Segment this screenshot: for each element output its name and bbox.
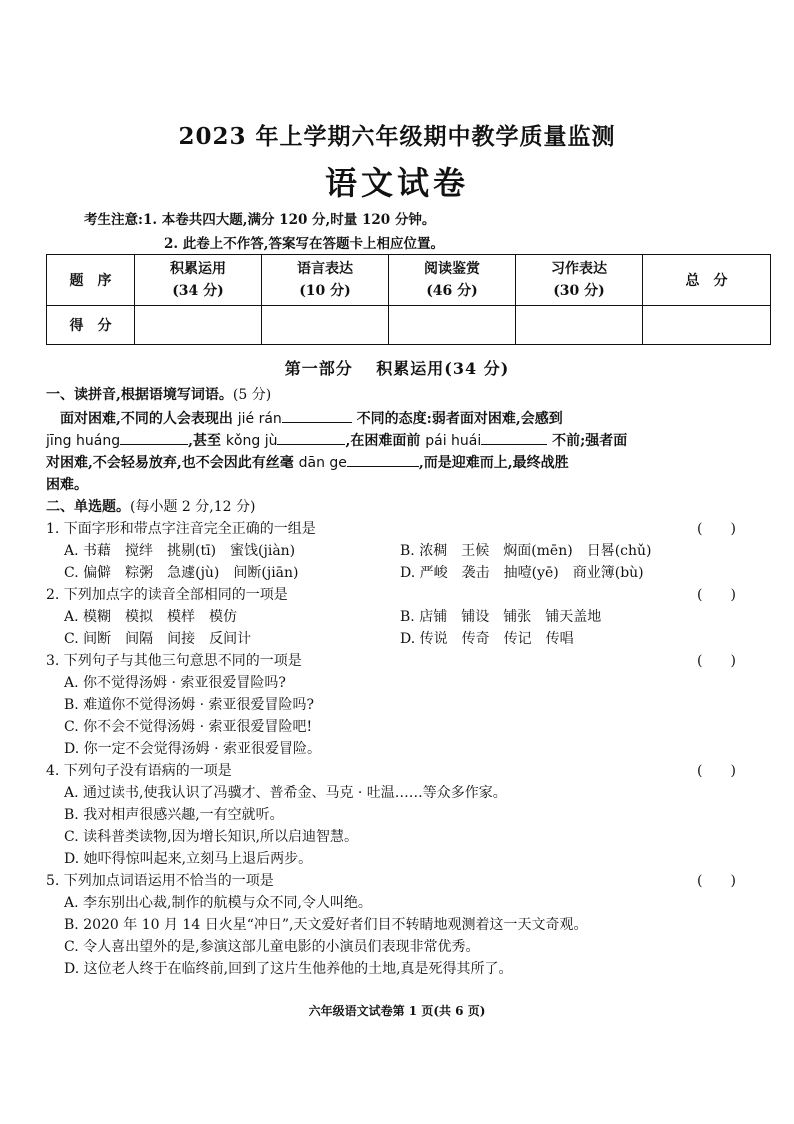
notice-line-2: 2. 此卷上不作答,答案写在答题卡上相应位置。: [164, 236, 444, 252]
answer-paren: ( ): [697, 521, 736, 537]
section2-heading-text: 二、单选题。: [46, 499, 130, 515]
passage-line-4: 困难。: [46, 477, 88, 493]
page-footer: 六年级语文试卷第 1 页(共 6 页): [308, 1004, 486, 1018]
question-3-option-d: D. 你一定不会觉得汤姆 · 索亚很爱冒险。: [64, 741, 321, 757]
question-1-stem: 1. 下面字形和带点字注音完全正确的一组是: [46, 521, 316, 537]
pinyin-prompt: kǒng jù: [225, 433, 278, 449]
col-name: 积累运用: [170, 261, 226, 277]
row-label-score: 得 分: [47, 306, 135, 345]
passage-text: 不前;强者面: [547, 433, 628, 449]
question-1-option-d: D. 严峻 袭击 抽噎(yē) 商业簿(bù): [400, 565, 644, 581]
passage-text: ,在困难面前: [345, 433, 426, 449]
score-table-score-row: [47, 306, 771, 345]
question-1-option-b: B. 浓稠 王候 焖面(mēn) 日晷(chǔ): [400, 543, 652, 559]
question-4-option-a: A. 通过读书,使我认识了冯骥才、普希金、马克 · 吐温……等众多作家。: [64, 785, 507, 801]
answer-blank: [277, 430, 345, 445]
score-cell: [135, 306, 262, 345]
pinyin-prompt: jīng huáng: [46, 433, 121, 449]
col-total: 总 分: [643, 255, 771, 306]
question-5-option-a: A. 李东别出心裁,制作的航模与众不同,令人叫绝。: [64, 895, 372, 911]
score-cell: [643, 306, 771, 345]
answer-paren: ( ): [697, 653, 736, 669]
question-2-option-b: B. 店铺 铺设 铺张 铺天盖地: [400, 609, 602, 625]
answer-blank: [481, 430, 547, 445]
passage-line-1: [60, 408, 772, 428]
col-name: 阅读鉴赏: [424, 261, 480, 277]
exam-title: 2023 年上学期六年级期中教学质量监测: [178, 123, 616, 150]
question-3-option-c: C. 你不会不觉得汤姆 · 索亚很爱冒险吧!: [64, 719, 313, 735]
question-4-option-c: C. 读科普类读物,因为增长知识,所以启迪智慧。: [64, 829, 359, 845]
col-name: 语言表达: [297, 261, 353, 277]
answer-paren: ( ): [697, 763, 736, 779]
score-table: [46, 254, 771, 345]
question-4-option-d: D. 她吓得惊叫起来,立刻马上退后两步。: [64, 851, 313, 867]
question-4-option-b: B. 我对相声很感兴趣,一有空就听。: [64, 807, 284, 823]
col-name: 习作表达: [551, 261, 607, 277]
answer-blank: [347, 452, 419, 467]
notice-line-1: 考生注意:1. 本卷共四大题,满分 120 分,时量 120 分钟。: [84, 212, 436, 228]
question-3-option-b: B. 难道你不觉得汤姆 · 索亚很爱冒险吗?: [64, 697, 315, 713]
answer-blank: [120, 430, 188, 445]
row-label-question: 题 序: [47, 255, 135, 306]
col-points: (30 分): [553, 283, 605, 299]
passage-text: ,甚至: [188, 433, 226, 449]
col-writing: [516, 255, 643, 306]
question-2-option-d: D. 传说 传奇 传记 传唱: [400, 631, 574, 647]
question-2-stem: 2. 下列加点字的读音全部相同的一项是: [46, 587, 288, 603]
col-accumulation: [135, 255, 262, 306]
col-reading: [389, 255, 516, 306]
col-points: (34 分): [172, 283, 224, 299]
question-1-option-a: A. 书藉 搅绊 挑剔(tī) 蜜饯(jiàn): [64, 543, 296, 559]
col-points: (46 分): [426, 283, 478, 299]
question-2-option-c: C. 间断 间隔 间接 反间计: [64, 631, 252, 647]
passage-line-3: [46, 452, 758, 472]
passage-line-2: [46, 430, 758, 450]
section2-score: (每小题 2 分,12 分): [130, 499, 256, 515]
answer-paren: ( ): [697, 587, 736, 603]
passage-text: ,而是迎难而上,最终战胜: [418, 455, 569, 471]
col-expression: [262, 255, 389, 306]
score-cell: [389, 306, 516, 345]
question-5-stem: 5. 下列加点词语运用不恰当的一项是: [46, 873, 274, 889]
section1-score: (5 分): [232, 387, 272, 403]
question-3-option-a: A. 你不觉得汤姆 · 索亚很爱冒险吗?: [64, 675, 286, 691]
answer-blank: [282, 408, 352, 423]
passage-text: 对困难,不会轻易放弃,也不会因此有丝毫: [46, 455, 299, 471]
passage-text: 不同的态度:弱者面对困难,会感到: [351, 411, 563, 427]
score-cell: [516, 306, 643, 345]
part1-title: 第一部分 积累运用(34 分): [284, 359, 510, 378]
score-cell: [262, 306, 389, 345]
section1-heading: [46, 384, 271, 404]
col-points: (10 分): [299, 283, 351, 299]
score-table-header-row: [47, 255, 771, 306]
question-5-option-c: C. 令人喜出望外的是,参演这部儿童电影的小演员们表现非常优秀。: [64, 939, 480, 955]
question-2-option-a: A. 模糊 模拟 模样 模仿: [64, 609, 238, 625]
pinyin-prompt: dān ge: [298, 455, 347, 471]
question-1-option-c: C. 偏僻 粽粥 急遽(jù) 间断(jiān): [64, 565, 299, 581]
exam-subtitle: 语文试卷: [324, 164, 469, 202]
question-4-stem: 4. 下列句子没有语病的一项是: [46, 763, 232, 779]
section1-heading-text: 一、读拼音,根据语境写词语。: [46, 387, 233, 403]
question-5-option-d: D. 这位老人终于在临终前,回到了这片生他养他的土地,真是死得其所了。: [64, 961, 513, 977]
pinyin-prompt: jié rán: [237, 411, 282, 427]
question-3-stem: 3. 下列句子与其他三句意思不同的一项是: [46, 653, 302, 669]
section2-heading: [46, 496, 255, 516]
pinyin-prompt: pái huái: [425, 433, 482, 449]
question-5-option-b: B. 2020 年 10 月 14 日火星“冲日”,天文爱好者们目不转睛地观测着这一天文奇观。: [64, 917, 588, 933]
answer-paren: ( ): [697, 873, 736, 889]
passage-text: 面对困难,不同的人会表现出: [60, 411, 238, 427]
